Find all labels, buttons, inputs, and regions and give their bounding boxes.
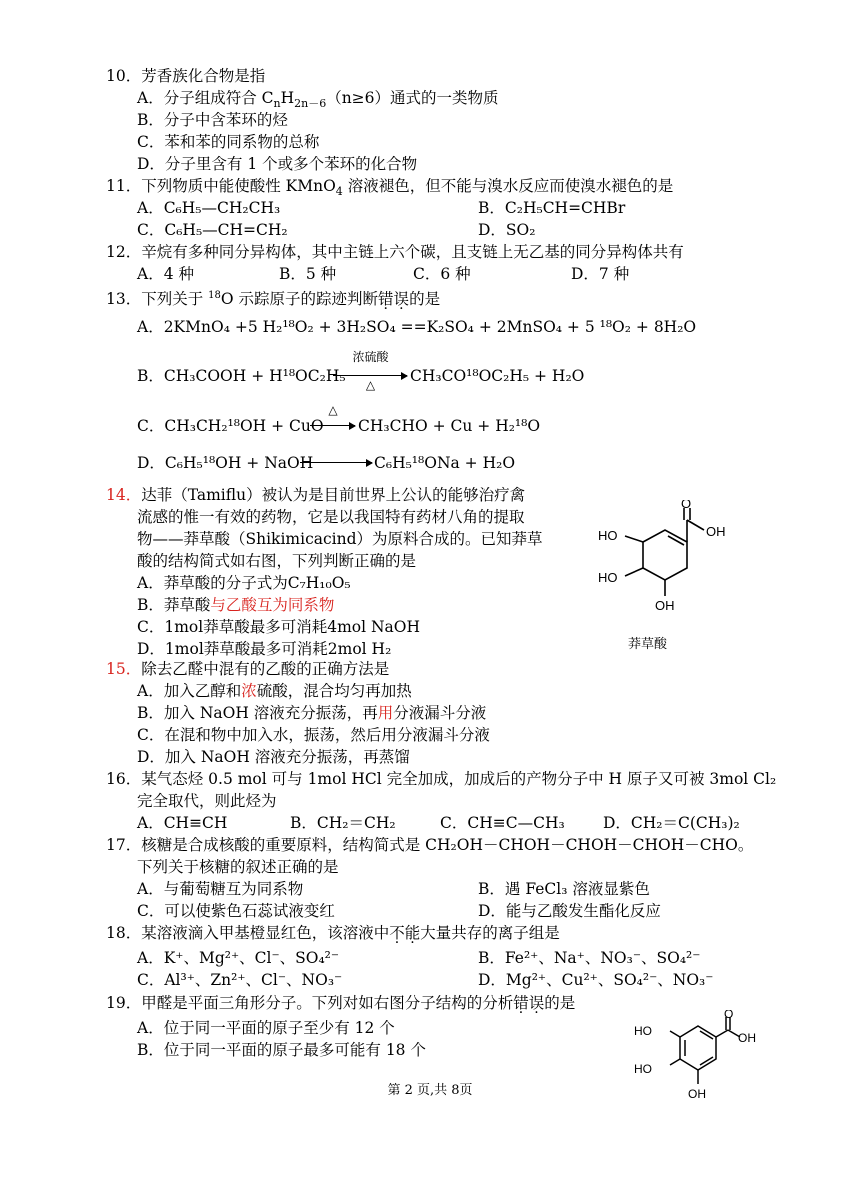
q15-option-a: A．加入乙醇和浓硫酸，混合均匀再加热 [137, 682, 412, 700]
q12-option-c: C．6 种 [413, 265, 471, 283]
shikimic-acid-structure [596, 500, 746, 625]
q14-option-c: C．1mol莽草酸最多可消耗4mol NaOH [137, 618, 421, 636]
gallic-ho-1: HO [634, 1024, 652, 1038]
q10-stem: 10．芳香族化合物是指 [106, 67, 266, 85]
q12-option-d: D．7 种 [571, 265, 630, 283]
shikimic-carbonyl-o: O [681, 500, 692, 511]
q19-stem: 19．甲醛是平面三角形分子。下列对如右图分子结构的分析错误的是 [106, 994, 576, 1012]
q13-option-d-left: D．C₆H₅¹⁸OH + NaOH [137, 454, 314, 472]
shikimic-ho-1: HO [598, 528, 618, 543]
shikimic-acid-caption: 莽草酸 [628, 637, 668, 652]
q15-option-b: B．加入 NaOH 溶液充分振荡，再用分液漏斗分液 [137, 704, 487, 722]
q13-option-b-left: B．CH₃COOH + H¹⁸OC₂H₅ [137, 367, 346, 385]
q13-b-arrow [333, 375, 407, 376]
q18-option-a: A．K⁺、Mg²⁺、Cl⁻、SO₄²⁻ [137, 949, 340, 967]
q13-stem: 13．下列关于 $^{18}$O 示踪原子的踪迹判断错误的是 [106, 290, 441, 309]
q12-option-b: B．5 种 [279, 265, 337, 283]
q16-stem-line2: 完全取代，则此烃为 [137, 792, 277, 810]
q16-option-a: A．CH≡CH [137, 814, 228, 832]
q13-b-condition-top: 浓硫酸 [352, 350, 389, 364]
q14-option-d: D．1mol莽草酸最多可消耗2mol H₂ [137, 640, 392, 658]
q16-stem-line1: 16．某气态烃 0.5 mol 可与 1mol HCl 完全加成，加成后的产物分子中 H 原子又可被 3mol Cl₂ [106, 770, 777, 788]
q10-option-c: C．苯和苯的同系物的总称 [137, 133, 320, 151]
q14-option-a: A．莽草酸的分子式为C₇H₁₀O₅ [137, 574, 351, 592]
q13-d-arrow [300, 462, 372, 463]
q13-option-b-right: CH₃CO¹⁸OC₂H₅ + H₂O [410, 367, 585, 385]
q12-stem: 12．辛烷有多种同分异构体，其中主链上六个碳，且支链上无乙基的同分异构体共有 [106, 243, 684, 261]
q14-stem-line4: 酸的结构简式如右图，下列判断正确的是 [137, 552, 417, 570]
q15-stem: 15．除去乙醛中混有的乙酸的正确方法是 [106, 660, 390, 678]
q14-option-b: B．莽草酸与乙酸互为同系物 [137, 596, 335, 614]
q16-option-b: B．CH₂＝CH₂ [290, 814, 396, 832]
q11-option-a: A．C₆H₅—CH₂CH₃ [137, 199, 281, 217]
q17-stem-line1: 17．核糖是合成核酸的重要原料，结构简式是 CH₂OH－CHOH－CHOH－CHOH－CHO。 [106, 836, 754, 854]
q13-c-arrow [310, 425, 355, 426]
q18-option-b: B．Fe²⁺、Na⁺、NO₃⁻、SO₄²⁻ [478, 949, 701, 967]
q18-option-d: D．Mg²⁺、Cu²⁺、SO₄²⁻、NO₃⁻ [478, 971, 714, 989]
q14-stem-line1: 14．达菲（Tamiflu）被认为是目前世界上公认的能够治疗禽 [106, 486, 526, 504]
gallic-oh-bottom: OH [688, 1087, 706, 1101]
q18-stem: 18．某溶液滴入甲基橙显红色，该溶液中不能大量共存的离子组是 [106, 924, 560, 942]
q17-option-a: A．与葡萄糖互为同系物 [137, 880, 304, 898]
q10-option-a: A．分子组成符合 $C_nH_{2n-6}(n\ge 6)$通式的一类物质 [137, 89, 499, 111]
q19-option-b: B．位于同一平面的原子最多可能有 18 个 [137, 1041, 426, 1059]
q17-option-b: B．遇 FeCl₃ 溶液显紫色 [478, 880, 650, 898]
q13-c-condition-top: △ [328, 403, 338, 417]
q14-stem-line3: 物——莽草酸（Shikimicacind）为原料合成的。已知莽草 [137, 530, 543, 548]
page-footer: 第 2 页,共 8页 [387, 1083, 473, 1098]
q15-option-d: D．加入 NaOH 溶液充分振荡，再蒸馏 [137, 748, 410, 766]
q16-option-d: D．CH₂＝C(CH₃)₂ [603, 814, 740, 832]
q13-option-a: A．2KMnO₄ +5 H₂¹⁸O₂ + 3H₂SO₄ ==K₂SO₄ + 2MnSO₄ + 5 ¹⁸O₂ + 8H₂O [137, 318, 697, 336]
gallic-acid-oh: OH [738, 1031, 756, 1045]
shikimic-acid-oh: OH [706, 524, 726, 539]
q15-option-c: C．在混和物中加入水，振荡，然后用分液漏斗分液 [137, 726, 490, 744]
q16-option-c: C．CH≡C—CH₃ [440, 814, 565, 832]
q18-option-c: C．Al³⁺、Zn²⁺、Cl⁻、NO₃⁻ [137, 971, 343, 989]
shikimic-ho-2: HO [598, 570, 618, 585]
q13-b-condition-bottom: △ [365, 378, 376, 392]
q11-stem: 11．下列物质中能使酸性 KMnO$_4$ 溶液褪色，但不能与溴水反应而使溴水褪色的是 [106, 177, 674, 199]
q11-option-c: C．C₆H₅—CH=CH₂ [137, 221, 288, 239]
q10-option-b: B．分子中含苯环的烃 [137, 111, 288, 129]
gallic-ho-2: HO [634, 1062, 652, 1076]
q13-option-c-right: CH₃CHO + Cu + H₂¹⁸O [358, 417, 541, 435]
q19-option-a: A．位于同一平面的原子至少有 12 个 [137, 1019, 395, 1037]
q13-option-c-left: C．CH₃CH₂¹⁸OH + CuO [137, 417, 324, 435]
q17-stem-line2: 下列关于核糖的叙述正确的是 [137, 858, 339, 876]
shikimic-oh-bottom: OH [655, 598, 675, 613]
q17-option-c: C．可以使紫色石蕊试液变红 [137, 902, 335, 920]
q17-option-d: D．能与乙酸发生酯化反应 [478, 902, 661, 920]
q11-option-d: D．SO₂ [478, 221, 536, 239]
q12-option-a: A．4 种 [137, 265, 194, 283]
gallic-carbonyl-o: O [724, 1010, 734, 1021]
gallic-acid-structure [628, 1010, 763, 1115]
q10-option-d: D．分子里含有 1 个或多个苯环的化合物 [137, 155, 418, 173]
q14-stem-line2: 流感的惟一有效的药物，它是以我国特有药材八角的提取 [137, 508, 525, 526]
q11-option-b: B．C₂H₅CH=CHBr [478, 199, 626, 217]
q13-option-d-right: C₆H₅¹⁸ONa + H₂O [374, 454, 516, 472]
